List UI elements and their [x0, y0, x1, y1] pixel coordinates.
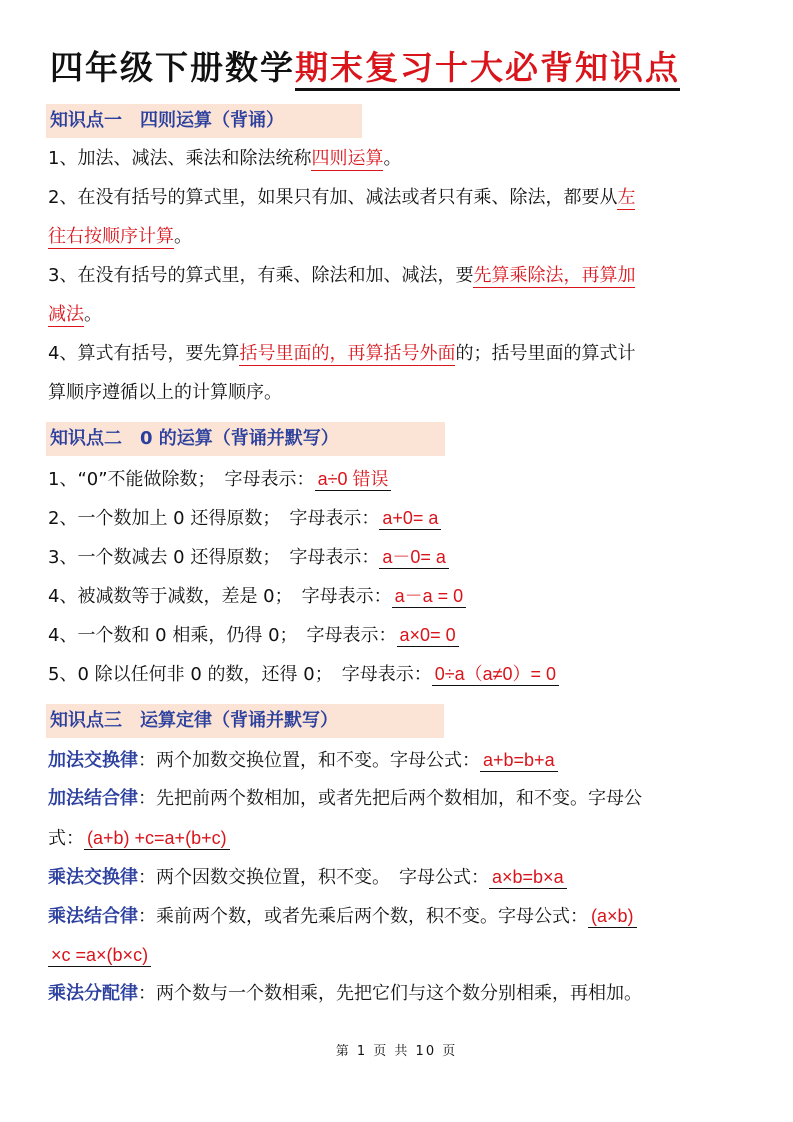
list-item — [48, 581, 743, 612]
title-black: 四年级下册数学 — [50, 48, 295, 87]
sec1-line-4 — [48, 261, 743, 291]
law-name: 加法交换律 — [48, 750, 138, 771]
section-heading-2: 知识点二 0 的运算（背诵并默写） — [46, 422, 445, 456]
sec1-line-6 — [48, 339, 743, 369]
text: 3、在没有括号的算式里，有乘、除法和加、减法，要 — [48, 265, 474, 286]
law-multiplication-associative — [48, 901, 743, 932]
page-title — [50, 42, 680, 89]
law-name: 加法结合律 — [48, 788, 138, 809]
text: 的；括号里面的算式计 — [455, 343, 636, 364]
law-name: 乘法交换律 — [48, 867, 138, 888]
formula: (a×b) — [588, 906, 637, 928]
list-item — [48, 542, 743, 573]
formula: ×c =a×(b×c) — [48, 945, 151, 967]
section-heading-3: 知识点三 运算定律（背诵并默写） — [46, 704, 444, 738]
text: 。 — [84, 304, 102, 325]
sec1-line-7: 算顺序遵循以上的计算顺序。 — [48, 382, 282, 403]
sec1-line-5 — [48, 300, 743, 330]
law-addition-commutative — [48, 745, 743, 776]
list-item — [48, 620, 743, 651]
title-red: 期末复习十大必背知识点 — [295, 48, 680, 91]
text: 。 — [383, 148, 402, 169]
text: 2、一个数加上 0 还得原数； 字母表示： — [48, 508, 380, 529]
text: 3、一个数减去 0 还得原数； 字母表示： — [48, 547, 380, 568]
highlight: 左 — [617, 187, 636, 208]
text: 4、被减数等于减数，差是 0； 字母表示： — [48, 586, 392, 607]
formula: a×b=b×a — [489, 867, 567, 889]
section-heading-1: 知识点一 四则运算（背诵） — [46, 104, 362, 138]
law-name: 乘法分配律 — [48, 983, 138, 1004]
text: ：两个加数交换位置，和不变。字母公式： — [138, 750, 480, 771]
law-multiplication-associative-cont — [48, 940, 743, 971]
highlight: 减法 — [48, 304, 84, 325]
formula: a－a = 0 — [392, 586, 467, 608]
formula: (a+b) +c=a+(b+c) — [84, 828, 230, 850]
highlight: 往右按顺序计算 — [48, 226, 174, 247]
text: ：两个数与一个数相乘，先把它们与这个数分别相乘，再相加。 — [138, 983, 642, 1004]
formula: a－0= a — [379, 547, 449, 569]
text: ：乘前两个数，或者先乘后两个数，积不变。字母公式： — [138, 906, 588, 927]
list-item — [48, 659, 743, 690]
text: ：先把前两个数相加，或者先把后两个数相加，和不变。字母公 — [138, 788, 642, 809]
text: 4、算式有括号，要先算 — [48, 343, 240, 364]
sec1-line-2 — [48, 183, 743, 213]
law-name: 乘法结合律 — [48, 906, 138, 927]
law-multiplication-commutative — [48, 862, 743, 893]
sec1-line-3 — [48, 222, 743, 252]
highlight: 四则运算 — [311, 148, 384, 169]
sec1-line-1 — [48, 144, 743, 174]
text: 式： — [48, 828, 84, 849]
text: 5、0 除以任何非 0 的数，还得 0； 字母表示： — [48, 664, 432, 685]
formula: a+0= a — [379, 508, 441, 530]
page-number: 第 1 页 共 10 页 — [335, 1044, 458, 1059]
list-item — [48, 464, 743, 495]
formula: a×0= 0 — [397, 625, 459, 647]
text: 。 — [174, 226, 192, 247]
formula: a÷0 错误 — [315, 469, 392, 491]
text: 2、在没有括号的算式里，如果只有加、减法或者只有乘、除法，都要从 — [48, 187, 618, 208]
text: 1、“0”不能做除数； 字母表示： — [48, 469, 315, 490]
formula: 0÷a（a≠0）= 0 — [432, 664, 559, 686]
formula: a+b=b+a — [480, 750, 558, 772]
law-addition-associative-cont — [48, 823, 743, 854]
text: 1、加法、减法、乘法和除法统称 — [48, 148, 312, 169]
text: 4、一个数和 0 相乘，仍得 0； 字母表示： — [48, 625, 397, 646]
text: ：两个因数交换位置，积不变。 字母公式： — [138, 867, 489, 888]
highlight: 括号里面的，再算括号外面 — [239, 343, 456, 364]
highlight: 先算乘除法，再算加 — [473, 265, 636, 286]
law-multiplication-distributive — [48, 979, 743, 1009]
law-addition-associative — [48, 784, 743, 814]
list-item — [48, 503, 743, 534]
